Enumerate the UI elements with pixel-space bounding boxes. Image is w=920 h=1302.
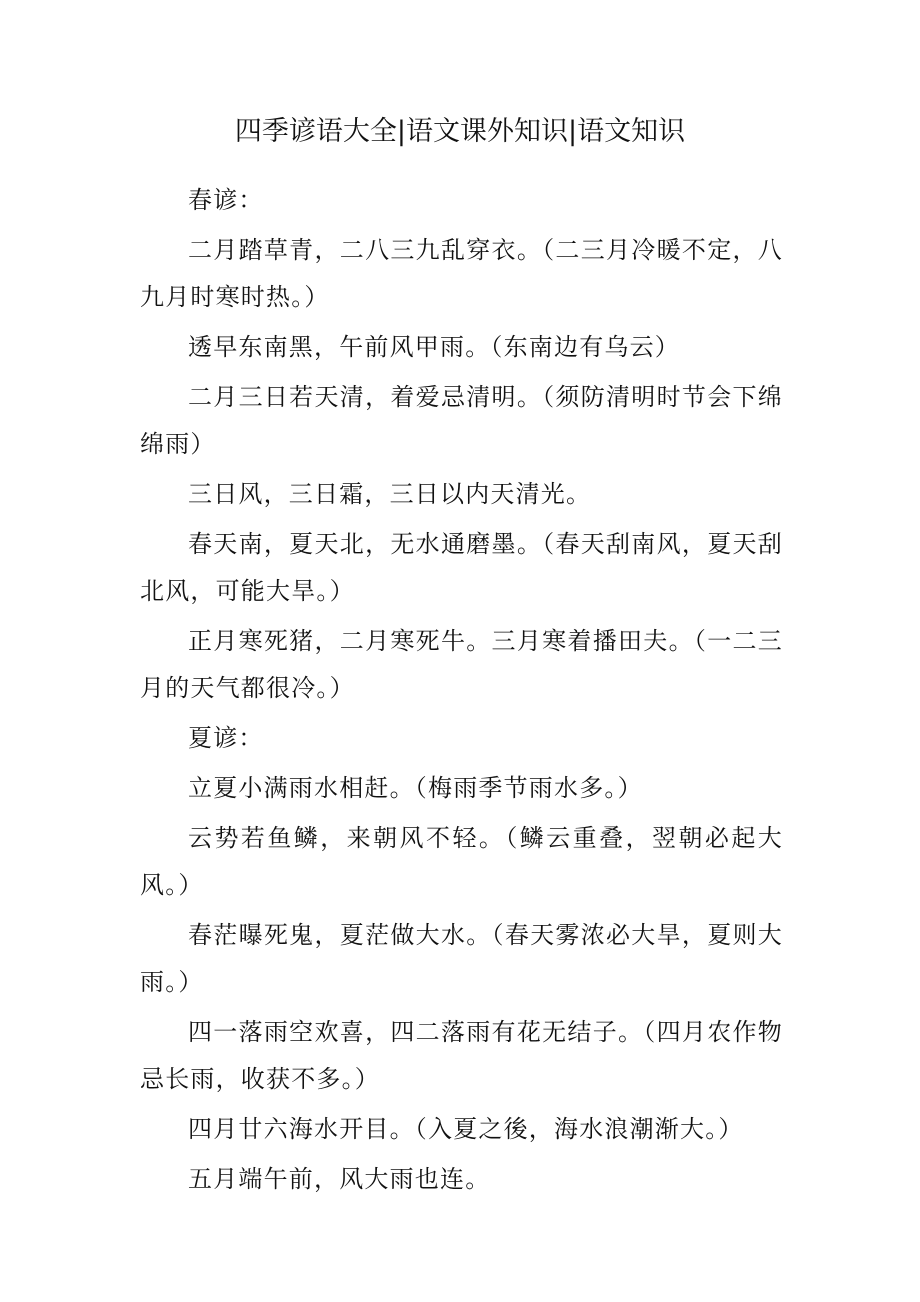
paragraph: 四一落雨空欢喜，四二落雨有花无结子。（四月农作物忌长雨，收获不多。）	[140, 1018, 783, 1093]
paragraph: 春天南，夏天北，无水通磨墨。（春天刮南风，夏天刮北风，可能大旱。）	[140, 530, 783, 605]
paragraph: 二月踏草青，二八三九乱穿衣。（二三月冷暖不定，八九月时寒时热。）	[140, 236, 783, 311]
paragraph: 云势若鱼鳞，来朝风不轻。（鳞云重叠，翌朝必起大风。）	[140, 824, 783, 899]
document-body	[140, 177, 783, 1206]
heading-summer: 夏谚：	[188, 724, 264, 752]
paragraph: 春茫曝死鬼，夏茫做大水。（春天雾浓必大旱，夏则大雨。）	[140, 921, 783, 996]
paragraph: 三日风，三日霜，三日以内天清光。	[188, 480, 592, 508]
paragraph: 正月寒死猪，二月寒死牛。三月寒着播田夫。（一二三月的天气都很冷。）	[140, 627, 783, 702]
paragraph: 立夏小满雨水相赶。（梅雨季节雨水多。）	[188, 774, 643, 802]
paragraph: 五月端午前，风大雨也连。	[188, 1165, 491, 1193]
document-title: 四季谚语大全|语文课外知识|语文知识	[234, 116, 686, 147]
paragraph: 二月三日若天清，着爱忌清明。（须防清明时节会下绵绵雨）	[140, 383, 783, 458]
paragraph: 四月廿六海水开目。（入夏之後，海水浪潮渐大。）	[188, 1115, 744, 1143]
heading-spring: 春谚：	[188, 186, 264, 214]
paragraph: 透早东南黑，午前风甲雨。（东南边有乌云）	[188, 333, 680, 361]
